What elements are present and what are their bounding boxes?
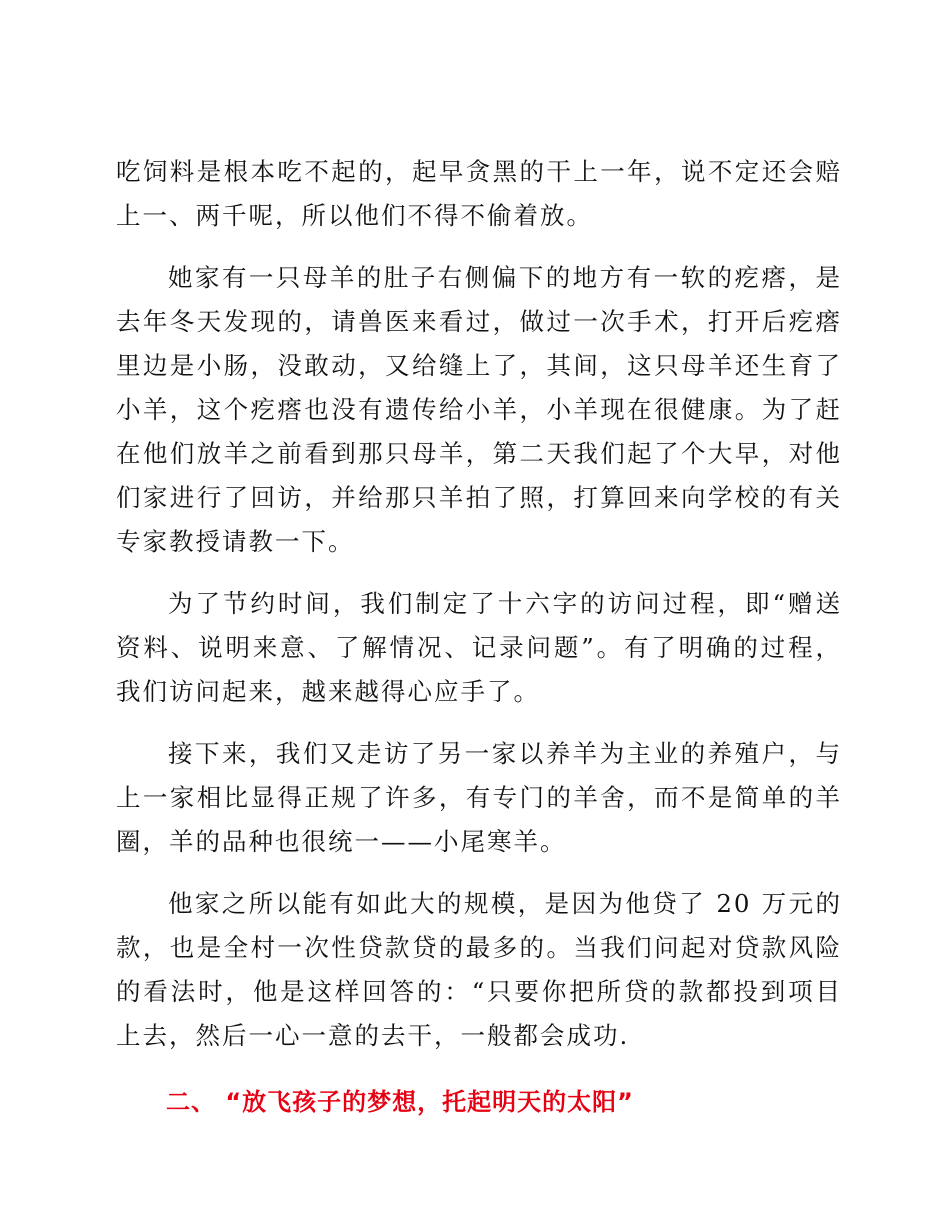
section-heading: 二、 “放飞孩子的梦想，托起明天的太阳” [166,1088,634,1116]
paragraph-visit-process: 为了节约时间，我们制定了十六字的访问过程，即“赠送资料、说明来意、了解情况、记录问题”。有了明确的过程，我们访问起来，越来越得心应手了。 [116,589,842,706]
paragraph-second-farm: 接下来，我们又走访了另一家以养羊为主业的养殖户，与上一家相比显得正规了许多，有专门的羊舍，而不是简单的羊圈，羊的品种也很统一——小尾寒羊。 [116,739,842,856]
paragraph-ewe-lump: 她家有一只母羊的肚子右侧偏下的地方有一软的疙瘩，是去年冬天发现的，请兽医来看过，做过一次手术，打开后疙瘩里边是小肠，没敢动，又给缝上了，其间，这只母羊还生育了小羊，这个疙瘩也没有遗传给小羊，小羊现在很健康。为了赶在他们放羊之前看到那只母羊，第二天我们起了个大早，对他们家进行了回访，并给那只羊拍了照，打算回来向学校的有关专家教授请教一下。 [116,263,842,556]
paragraph-loan: 他家之所以能有如此大的规模，是因为他贷了 20 万元的款，也是全村一次性贷款贷的最多的。当我们问起对贷款风险的看法时，他是这样回答的：“只要你把所贷的款都投到项目上去，然后一心一意的去干，一般都会成功. [116,889,842,1050]
paragraph-continuation: 吃饲料是根本吃不起的，起早贪黑的干上一年，说不定还会赔上一、两千呢，所以他们不得不偷着放。 [116,157,842,230]
document-body [116,150,842,1124]
